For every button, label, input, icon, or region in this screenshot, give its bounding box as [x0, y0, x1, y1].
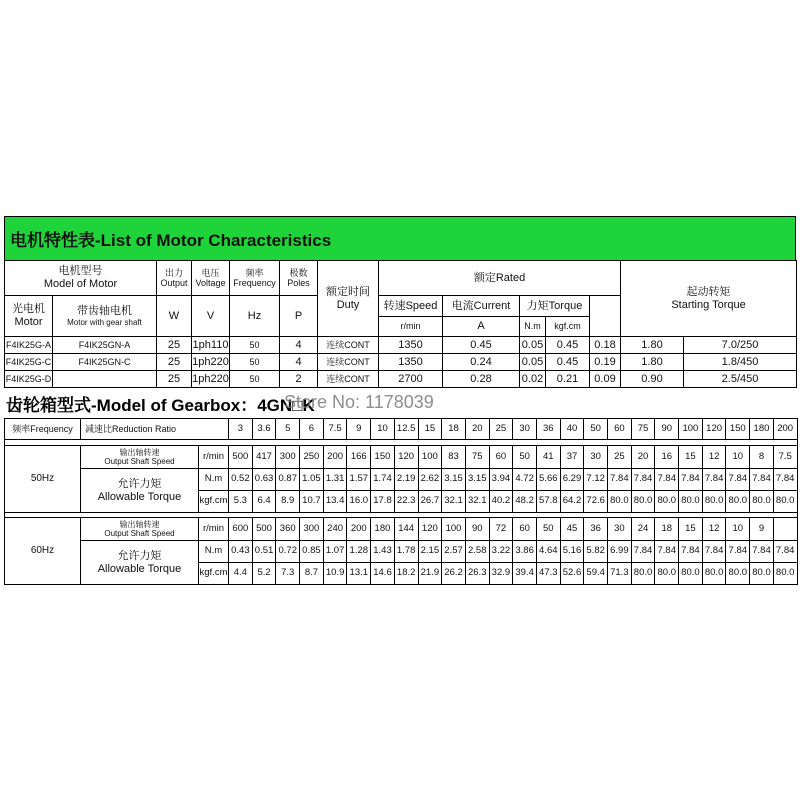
value-cell: 0.63: [252, 469, 276, 491]
value-cell: 37: [560, 446, 584, 469]
value-cell: 180: [371, 518, 395, 541]
duty-cell: 连续CONT: [318, 371, 379, 388]
torque-header: 力矩Torque: [520, 296, 590, 317]
value-cell: 7.84: [679, 541, 703, 563]
value-cell: 52.6: [560, 563, 584, 585]
ratio-cell: 5: [276, 419, 300, 440]
ratio-cell: 40: [560, 419, 584, 440]
unit-p: P: [280, 296, 318, 337]
value-cell: 75: [465, 446, 489, 469]
value-cell: 0.51: [252, 541, 276, 563]
value-cell: 417: [252, 446, 276, 469]
unit-a: A: [443, 317, 520, 337]
value-cell: 80.0: [773, 491, 797, 513]
value-cell: 16: [655, 446, 679, 469]
ratio-cell: 20: [465, 419, 489, 440]
motor-model-cell: F4IK25G-C: [5, 354, 53, 371]
output-cell: 25: [157, 371, 192, 388]
value-cell: 45: [560, 518, 584, 541]
value-cell: 26.2: [442, 563, 466, 585]
duty-cell: 连续CONT: [318, 354, 379, 371]
motor-characteristics-section: [4, 216, 796, 388]
ratio-label: 减速比Reduction Ratio: [81, 419, 229, 440]
output-cell: 25: [157, 354, 192, 371]
value-cell: 7.84: [631, 469, 655, 491]
torque-nm-cell: 0.05: [520, 354, 546, 371]
start-kgf-cell: 1.80: [621, 337, 684, 354]
optical-motor-header: 光电机 Motor: [5, 296, 53, 337]
ratio-cell: 120: [702, 419, 726, 440]
voltage-cell: 1ph220: [192, 354, 230, 371]
value-cell: 80.0: [750, 563, 774, 585]
value-cell: [773, 518, 797, 541]
value-cell: 1.28: [347, 541, 371, 563]
value-cell: 26.3: [465, 563, 489, 585]
motor-characteristics-table: [4, 260, 797, 388]
gearbox-title: 齿轮箱型式-Model of Gearbox：4GN□K: [6, 396, 315, 415]
value-cell: 1.43: [371, 541, 395, 563]
rated-header: 额定Rated: [379, 261, 621, 296]
capacitor-cell: 7.0/250: [684, 337, 797, 354]
value-cell: 2.15: [418, 541, 442, 563]
value-cell: 7.84: [679, 469, 703, 491]
voltage-cell: 1ph110: [192, 337, 230, 354]
frequency-header: 频率 Frequency: [230, 261, 280, 296]
model-header: 电机型号 Model of Motor: [5, 261, 157, 296]
output-header: 出力 Output: [157, 261, 192, 296]
voltage-header: 电压 Voltage: [192, 261, 230, 296]
unit-w: W: [157, 296, 192, 337]
value-cell: 120: [394, 446, 418, 469]
allowable-torque-en: Allowable Torque: [97, 490, 182, 503]
ratio-cell: 60: [608, 419, 632, 440]
value-cell: 250: [300, 446, 324, 469]
value-cell: 7.84: [702, 541, 726, 563]
poles-cell: 4: [280, 354, 318, 371]
torque-kgf-cell: 0.45: [546, 354, 590, 371]
value-cell: 7.84: [750, 541, 774, 563]
value-cell: 14.6: [371, 563, 395, 585]
voltage-cell: 1ph220: [192, 371, 230, 388]
motor-data-rows: [5, 337, 797, 388]
value-cell: 1.07: [323, 541, 347, 563]
speed-cell: 2700: [379, 371, 443, 388]
ratio-cell: 3: [229, 419, 253, 440]
value-cell: 3.15: [442, 469, 466, 491]
unit-kgf: kgf.cm: [546, 317, 590, 337]
value-cell: 30: [608, 518, 632, 541]
value-cell: 0.85: [300, 541, 324, 563]
motor-model-cell: F4IK25G-A: [5, 337, 53, 354]
value-cell: 4.72: [513, 469, 537, 491]
allowable-torque-cn: 允许力矩: [117, 477, 162, 490]
value-cell: 150: [371, 446, 395, 469]
value-cell: 5.16: [560, 541, 584, 563]
value-cell: 50: [536, 518, 560, 541]
output-speed-en: Output Shaft Speed: [104, 457, 175, 466]
ratio-cell: 36: [536, 419, 560, 440]
value-cell: 13.4: [323, 491, 347, 513]
frequency-cell: 50: [230, 371, 280, 388]
output-speed-cn: 输出轴转速: [119, 447, 160, 457]
poles-cell: 4: [280, 337, 318, 354]
value-cell: 60: [489, 446, 513, 469]
ratio-cell: 3.6: [252, 419, 276, 440]
value-cell: 0.43: [229, 541, 253, 563]
torque-kgf-cell: 0.21: [546, 371, 590, 388]
motor-row: [5, 354, 797, 371]
value-cell: 240: [323, 518, 347, 541]
value-cell: 50: [513, 446, 537, 469]
value-cell: 41: [536, 446, 560, 469]
output-speed-cn: 输出轴转速: [119, 519, 160, 529]
value-cell: 3.22: [489, 541, 513, 563]
value-cell: 1.31: [323, 469, 347, 491]
unit-nm: N.m: [199, 541, 229, 563]
value-cell: 2.19: [394, 469, 418, 491]
unit-nm: N.m: [199, 469, 229, 491]
start-nm-cell: 0.09: [590, 371, 621, 388]
ratio-header-row: [5, 419, 798, 440]
value-cell: 80.0: [679, 563, 703, 585]
ratio-cell: 15: [418, 419, 442, 440]
allowable-torque-en: Allowable Torque: [97, 562, 182, 575]
value-cell: 57.8: [536, 491, 560, 513]
value-cell: 80.0: [773, 563, 797, 585]
hz60-rmin-row: [5, 518, 798, 541]
value-cell: 10.7: [300, 491, 324, 513]
ratio-cell: 10: [371, 419, 395, 440]
value-cell: 48.2: [513, 491, 537, 513]
output-speed-label: [81, 446, 199, 469]
value-cell: 80.0: [726, 491, 750, 513]
value-cell: 1.05: [300, 469, 324, 491]
gear-model-cell: [53, 371, 157, 388]
value-cell: 71.3: [608, 563, 632, 585]
motor-row: [5, 337, 797, 354]
value-cell: 59.4: [584, 563, 608, 585]
value-cell: 80.0: [631, 491, 655, 513]
start-nm-cell: 0.19: [590, 354, 621, 371]
speed-header: 转速Speed: [379, 296, 443, 317]
value-cell: 7.84: [726, 541, 750, 563]
speed-cell: 1350: [379, 337, 443, 354]
value-cell: 80.0: [679, 491, 703, 513]
current-cell: 0.45: [443, 337, 520, 354]
value-cell: 15: [679, 446, 703, 469]
hz50-label: 50Hz: [5, 446, 81, 513]
value-cell: 83: [442, 446, 466, 469]
value-cell: 80.0: [655, 491, 679, 513]
start-kgf-cell: 0.90: [621, 371, 684, 388]
value-cell: 10: [726, 518, 750, 541]
value-cell: 80.0: [631, 563, 655, 585]
torque-kgf-cell: 0.45: [546, 337, 590, 354]
duty-header: 额定时间 Duty: [318, 261, 379, 337]
value-cell: 100: [418, 446, 442, 469]
capacitor-cell: 2.5/450: [684, 371, 797, 388]
value-cell: 3.86: [513, 541, 537, 563]
value-cell: 10.9: [323, 563, 347, 585]
hz50-nm-row: [5, 469, 798, 491]
value-cell: 10: [726, 446, 750, 469]
ratio-cell: 12.5: [394, 419, 418, 440]
value-cell: 600: [229, 518, 253, 541]
value-cell: 7.84: [773, 541, 797, 563]
ratio-cell: 25: [489, 419, 513, 440]
current-header: 电流Current: [443, 296, 520, 317]
ratio-cell: 9: [347, 419, 371, 440]
value-cell: 7.84: [726, 469, 750, 491]
motor-header-row-1: [5, 261, 797, 296]
value-cell: 7.84: [655, 541, 679, 563]
value-cell: 64.2: [560, 491, 584, 513]
value-cell: 300: [276, 446, 300, 469]
ratio-cell: 150: [726, 419, 750, 440]
value-cell: 20: [631, 446, 655, 469]
motor-table-banner: 电机特性表-List of Motor Characteristics: [4, 216, 796, 260]
start-kgf-cell: 1.80: [621, 354, 684, 371]
current-cell: 0.24: [443, 354, 520, 371]
value-cell: 5.3: [229, 491, 253, 513]
value-cell: 2.57: [442, 541, 466, 563]
value-cell: 5.82: [584, 541, 608, 563]
ratio-cell: 50: [584, 419, 608, 440]
ratio-cell: 30: [513, 419, 537, 440]
value-cell: 1.57: [347, 469, 371, 491]
gearbox-table: [4, 418, 798, 585]
unit-hz: Hz: [230, 296, 280, 337]
store-watermark: Store No: 1178039: [284, 392, 434, 412]
allowable-torque-label: [81, 541, 199, 585]
unit-kgf: kgf.cm: [199, 491, 229, 513]
unit-v: V: [192, 296, 230, 337]
duty-cell: 连续CONT: [318, 337, 379, 354]
value-cell: 2.62: [418, 469, 442, 491]
ratio-cell: 7.5: [323, 419, 347, 440]
value-cell: 47.3: [536, 563, 560, 585]
value-cell: 200: [323, 446, 347, 469]
value-cell: 36: [584, 518, 608, 541]
value-cell: 80.0: [726, 563, 750, 585]
value-cell: 18: [655, 518, 679, 541]
value-cell: 500: [229, 446, 253, 469]
value-cell: 2.58: [465, 541, 489, 563]
torque-nm-cell: 0.02: [520, 371, 546, 388]
value-cell: 200: [347, 518, 371, 541]
ratio-cell: 200: [773, 419, 797, 440]
start-nm-cell: 0.18: [590, 337, 621, 354]
value-cell: 5.66: [536, 469, 560, 491]
value-cell: 80.0: [750, 491, 774, 513]
value-cell: 32.9: [489, 563, 513, 585]
torque-nm-cell: 0.05: [520, 337, 546, 354]
starting-torque-header: 起动转矩 Starting Torque: [621, 261, 797, 337]
frequency-label: 频率Frequency: [5, 419, 81, 440]
capacitor-cell: 1.8/450: [684, 354, 797, 371]
value-cell: 6.99: [608, 541, 632, 563]
value-cell: 32.1: [465, 491, 489, 513]
value-cell: 72: [489, 518, 513, 541]
hz60-label: 60Hz: [5, 518, 81, 585]
value-cell: 24: [631, 518, 655, 541]
value-cell: 5.2: [252, 563, 276, 585]
hz60-nm-row: [5, 541, 798, 563]
unit-rmin: r/min: [199, 518, 229, 541]
speed-cell: 1350: [379, 354, 443, 371]
frequency-cell: 50: [230, 354, 280, 371]
value-cell: 72.6: [584, 491, 608, 513]
value-cell: 60: [513, 518, 537, 541]
value-cell: 166: [347, 446, 371, 469]
value-cell: 18.2: [394, 563, 418, 585]
value-cell: 22.3: [394, 491, 418, 513]
value-cell: 100: [442, 518, 466, 541]
unit-rmin: r/min: [379, 317, 443, 337]
value-cell: 26.7: [418, 491, 442, 513]
value-cell: 39.4: [513, 563, 537, 585]
value-cell: 300: [300, 518, 324, 541]
gear-model-cell: F4IK25GN-C: [53, 354, 157, 371]
ratio-cell: 75: [631, 419, 655, 440]
value-cell: 40.2: [489, 491, 513, 513]
value-cell: 80.0: [655, 563, 679, 585]
value-cell: 4.64: [536, 541, 560, 563]
value-cell: 13.1: [347, 563, 371, 585]
value-cell: 21.9: [418, 563, 442, 585]
value-cell: 7.84: [702, 469, 726, 491]
value-cell: 0.72: [276, 541, 300, 563]
allowable-torque-label: [81, 469, 199, 513]
value-cell: 7.5: [773, 446, 797, 469]
value-cell: 6.4: [252, 491, 276, 513]
value-cell: 7.84: [631, 541, 655, 563]
ratio-cell: 18: [442, 419, 466, 440]
ratio-cell: 100: [679, 419, 703, 440]
value-cell: 0.87: [276, 469, 300, 491]
value-cell: 7.12: [584, 469, 608, 491]
gearbox-body: [5, 419, 798, 585]
ratio-cell: 6: [300, 419, 324, 440]
value-cell: 80.0: [608, 491, 632, 513]
unit-kgf: kgf.cm: [199, 563, 229, 585]
value-cell: 25: [608, 446, 632, 469]
value-cell: 7.3: [276, 563, 300, 585]
value-cell: 360: [276, 518, 300, 541]
unit-nm: N.m: [520, 317, 546, 337]
motor-model-cell: F4IK25G-D: [5, 371, 53, 388]
gear-model-cell: F4IK25GN-A: [53, 337, 157, 354]
motor-row: [5, 371, 797, 388]
value-cell: 1.74: [371, 469, 395, 491]
value-cell: 12: [702, 518, 726, 541]
value-cell: 17.8: [371, 491, 395, 513]
value-cell: 7.84: [608, 469, 632, 491]
value-cell: 7.84: [750, 469, 774, 491]
value-cell: 90: [465, 518, 489, 541]
frequency-cell: 50: [230, 337, 280, 354]
allowable-torque-cn: 允许力矩: [117, 549, 162, 562]
value-cell: 3.94: [489, 469, 513, 491]
output-speed-en: Output Shaft Speed: [104, 529, 175, 538]
value-cell: 80.0: [702, 563, 726, 585]
ratio-cell: 180: [750, 419, 774, 440]
value-cell: 500: [252, 518, 276, 541]
value-cell: 3.15: [465, 469, 489, 491]
value-cell: 1.78: [394, 541, 418, 563]
value-cell: 7.84: [773, 469, 797, 491]
value-cell: 80.0: [702, 491, 726, 513]
value-cell: 32.1: [442, 491, 466, 513]
value-cell: 15: [679, 518, 703, 541]
value-cell: 4.4: [229, 563, 253, 585]
value-cell: 8.9: [276, 491, 300, 513]
value-cell: 120: [418, 518, 442, 541]
value-cell: 30: [584, 446, 608, 469]
output-speed-label: [81, 518, 199, 541]
current-cell: 0.28: [443, 371, 520, 388]
value-cell: 7.84: [655, 469, 679, 491]
ratio-cell: 90: [655, 419, 679, 440]
value-cell: 16.0: [347, 491, 371, 513]
poles-header: 极数 Poles: [280, 261, 318, 296]
value-cell: 12: [702, 446, 726, 469]
gear-motor-header: 带齿轴电机 Motor with gear shaft: [53, 296, 157, 337]
value-cell: 6.29: [560, 469, 584, 491]
value-cell: 8.7: [300, 563, 324, 585]
value-cell: 144: [394, 518, 418, 541]
value-cell: 8: [750, 446, 774, 469]
value-cell: 0.52: [229, 469, 253, 491]
value-cell: 9: [750, 518, 774, 541]
poles-cell: 2: [280, 371, 318, 388]
output-cell: 25: [157, 337, 192, 354]
unit-rmin: r/min: [199, 446, 229, 469]
hz50-rmin-row: [5, 446, 798, 469]
